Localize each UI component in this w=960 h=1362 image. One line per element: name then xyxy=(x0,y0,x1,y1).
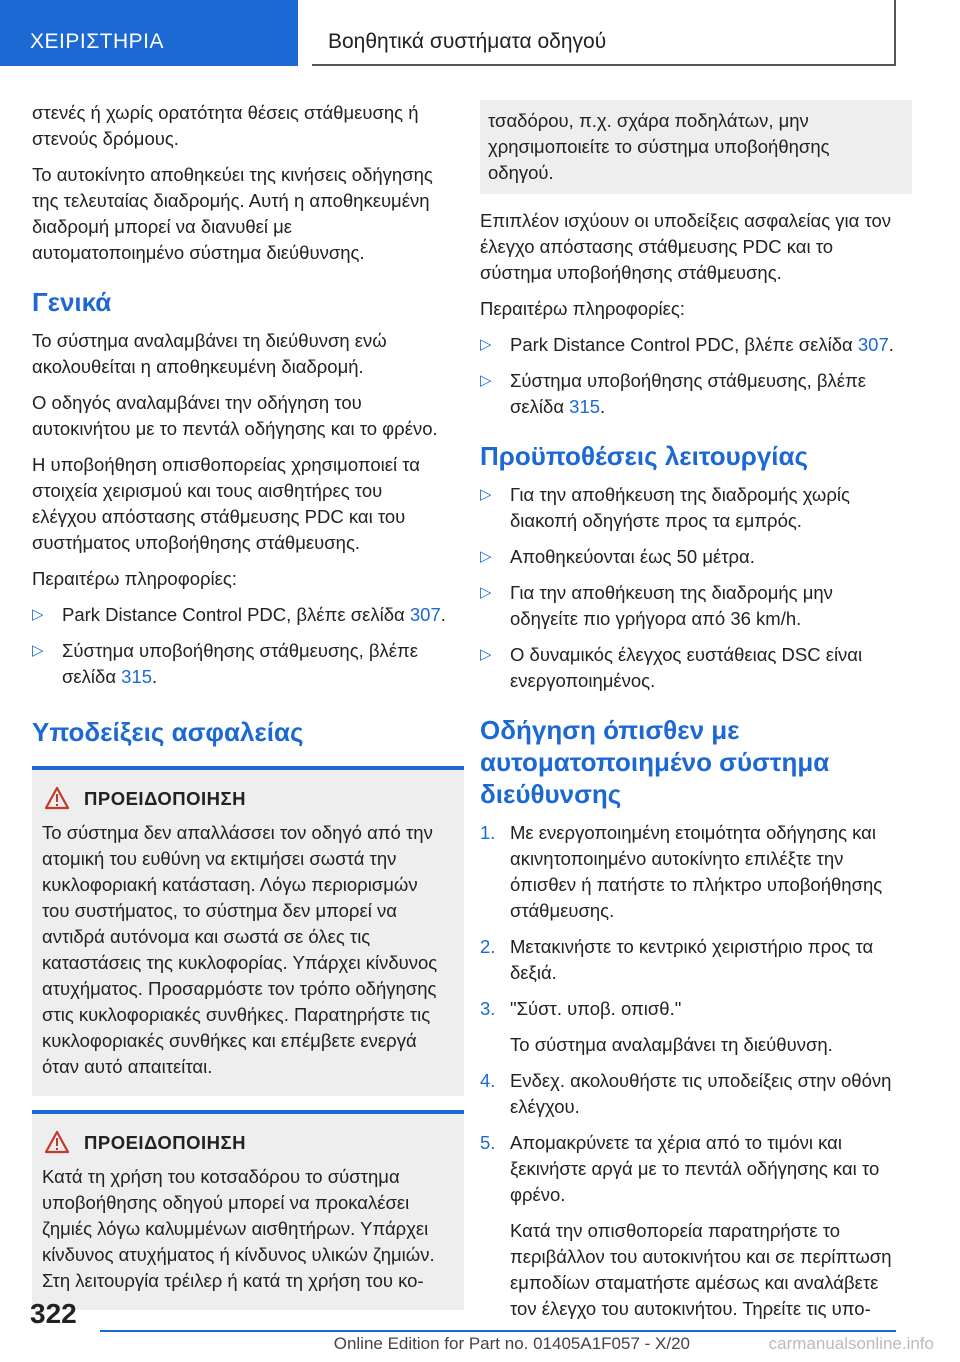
triangle-right-icon: ▷ xyxy=(480,486,492,503)
warning-text: Το σύστημα δεν απαλλάσσει τον οδηγό από την ατομική του ευθύνη να εκτιμήσει σωστά την κυκλοφοριακή κατάσταση. Λόγω περιορισμών του συστήματος, το σύστημα δεν μπορεί να αντιδρά αυτόνομα και σωστά σε όλες τις καταστάσεις της κυκλοφορίας. Υπάρχει κίνδυνος ατυχήματος. Προσαρμόστε τον τρόπο οδήγησης στις κυκλοφοριακές συνθήκες. Παρατηρήστε τις κυκλοφοριακές συνθήκες και επέμβετε ενεργά όταν αυτό απαιτείται. xyxy=(42,822,438,1077)
step-item xyxy=(480,934,896,986)
step-number: 1. xyxy=(480,822,496,843)
step-item xyxy=(480,1068,896,1120)
triangle-right-icon: ▷ xyxy=(480,372,492,389)
heading-safety: Υποδείξεις ασφαλείας xyxy=(32,717,304,747)
paragraph: Περαιτέρω πληροφορίες: xyxy=(32,568,237,589)
list-item-text: Park Distance Control PDC, βλέπε σελίδα xyxy=(510,334,858,355)
list-item: ▷ Σύστημα υποβοήθησης στάθμευσης, βλέπε σελίδα 315. xyxy=(32,640,419,687)
heading-reverse-driving: Οδήγηση όπισθεν με αυτοματοποιημένο σύστημα διεύθυνσης xyxy=(480,715,830,809)
left-column xyxy=(32,100,448,1324)
list-item-text: Αποθηκεύονται έως 50 μέτρα. xyxy=(510,546,755,567)
triangle-right-icon: ▷ xyxy=(32,642,44,659)
page-link[interactable]: 315 xyxy=(569,396,601,417)
paragraph: Το σύστημα αναλαμβάνει τη διεύθυνση ενώ ακολουθείται η αποθηκευμένη διαδρομή. xyxy=(32,330,387,377)
warning-text: τσαδόρου, π.χ. σχάρα ποδηλάτων, μην χρησιμοποιείτε το σύστημα υποβοήθησης οδηγού. xyxy=(488,110,830,183)
chapter-title: Βοηθητικά συστήματα οδηγού xyxy=(328,30,607,53)
warning-text: Κατά τη χρήση του κοτσαδόρου το σύστημα υποβοήθησης οδηγού μπορεί να προκαλέσει ζημιές λόγω καλυμμένων αισθητήρων. Υπάρχει κίνδυνος ατυχήματος ή κίνδυνος υλικών ζημιών. Στη λειτουργία τρέιλερ ή κατά τη χρήση του κο- xyxy=(42,1166,435,1291)
paragraph: στενές ή χωρίς ορατότητα θέσεις στάθμευσης ή στενούς δρόμους. xyxy=(32,102,419,149)
paragraph: Επιπλέον ισχύουν οι υποδείξεις ασφαλείας για τον έλεγχο απόστασης στάθμευσης PDC και το σύστημα υποβοήθησης στάθμευσης. xyxy=(480,210,892,283)
list-item-text: Σύστημα υποβοήθησης στάθμευσης, βλέπε σελίδα xyxy=(62,640,419,687)
step-result: Το σύστημα αναλαμβάνει τη διεύθυνση. xyxy=(510,1034,833,1055)
triangle-right-icon: ▷ xyxy=(480,548,492,565)
list-item: ▷ Park Distance Control PDC, βλέπε σελίδα 307. xyxy=(32,602,448,628)
step-item xyxy=(480,996,896,1022)
step-text: Ενδεχ. ακολουθήστε τις υποδείξεις στην οθόνη ελέγχου. xyxy=(510,1070,892,1117)
warning-box xyxy=(32,1110,464,1310)
warning-header xyxy=(34,786,450,814)
step-number: 2. xyxy=(480,936,496,957)
warning-title: ΠΡΟΕΙΔΟΠΟΙΗΣΗ xyxy=(84,788,246,809)
step-number: 5. xyxy=(480,1132,496,1153)
triangle-right-icon: ▷ xyxy=(480,336,492,353)
right-column xyxy=(480,100,896,1332)
list-item-text: Για την αποθήκευση της διαδρομής χωρίς διακοπή οδηγήστε προς τα εμπρός. xyxy=(510,484,850,531)
step-text: Απομακρύνετε τα χέρια από το τιμόνι και ξεκινήστε αργά με το πεντάλ οδήγησης και το φρένο. xyxy=(510,1132,880,1205)
heading-general: Γενικά xyxy=(32,287,112,317)
warning-box xyxy=(32,766,464,1096)
list-item-text: Για την αποθήκευση της διαδρομής μην οδηγείτε πιο γρήγορα από 36 km/h. xyxy=(510,582,833,629)
footer-divider xyxy=(100,1330,896,1332)
step-number: 4. xyxy=(480,1070,496,1091)
step-item xyxy=(480,820,896,924)
paragraph: Το αυτοκίνητο αποθηκεύει της κινήσεις οδήγησης της τελευταίας διαδρομής. Αυτή η αποθηκευμένη διαδρομή μπορεί να διανυθεί με αυτοματοποιημένο σύστημα διεύθυνσης. xyxy=(32,164,433,263)
heading-prerequisites: Προϋποθέσεις λειτουργίας xyxy=(480,441,809,471)
page-header xyxy=(0,0,960,66)
page-link[interactable]: 307 xyxy=(409,604,441,625)
page-number: 322 xyxy=(30,1298,77,1329)
warning-triangle-icon xyxy=(44,786,70,810)
step-text: "Σύστ. υποβ. οπισθ." xyxy=(510,998,682,1019)
list-item-text: Ο δυναμικός έλεγχος ευστάθειας DSC είναι ενεργοποιημένος. xyxy=(510,644,863,691)
paragraph: Περαιτέρω πληροφορίες: xyxy=(480,298,685,319)
list-item-text: Σύστημα υποβοήθησης στάθμευσης, βλέπε σελίδα xyxy=(510,370,867,417)
list-item xyxy=(480,580,896,632)
paragraph: Ο οδηγός αναλαμβάνει την οδήγηση του αυτοκινήτου με το πεντάλ οδήγησης και το φρένο. xyxy=(32,392,438,439)
section-tab xyxy=(0,0,298,66)
watermark: carmanualsonline.info xyxy=(768,1334,934,1353)
warning-triangle-icon xyxy=(44,1130,70,1154)
triangle-right-icon: ▷ xyxy=(480,646,492,663)
list-item xyxy=(480,642,896,694)
step-note: Κατά την οπισθοπορεία παρατηρήστε το περιβάλλον του αυτοκινήτου και σε περίπτωση εμποδίων σταματήστε αμέσως και αναλάβετε τον έλεγχο του αυτοκινήτου. Τηρείτε τις υπο- xyxy=(510,1220,892,1319)
list-item: ▷ Σύστημα υποβοήθησης στάθμευσης, βλέπε σελίδα 315. xyxy=(480,370,867,417)
paragraph: Η υποβοήθηση οπισθοπορείας χρησιμοποιεί τα στοιχεία χειρισμού και τους αισθητήρες του ελέγχου απόστασης στάθμευσης PDC και του συστήματος υποβοήθησης στάθμευσης. xyxy=(32,454,420,553)
warning-box-continued xyxy=(480,100,912,194)
chapter-tab xyxy=(312,0,896,66)
list-item xyxy=(480,544,896,570)
step-text: Με ενεργοποιημένη ετοιμότητα οδήγησης και ακινητοποιημένο αυτοκίνητο επιλέξτε την όπισθεν ή πατήστε το πλήκτρο υποβοήθησης στάθμευσης. xyxy=(510,822,883,921)
triangle-right-icon: ▷ xyxy=(480,584,492,601)
page-link[interactable]: 307 xyxy=(857,334,889,355)
step-item xyxy=(480,1130,896,1208)
edition-note: Online Edition for Part no. 01405A1F057 - X/20 xyxy=(333,1334,690,1353)
warning-title: ΠΡΟΕΙΔΟΠΟΙΗΣΗ xyxy=(84,1132,246,1153)
page-link[interactable]: 315 xyxy=(121,666,153,687)
list-item: ▷ Park Distance Control PDC, βλέπε σελίδα 307. xyxy=(480,332,896,358)
list-item-text: Park Distance Control PDC, βλέπε σελίδα xyxy=(62,604,410,625)
step-text: Μετακινήστε το κεντρικό χειριστήριο προς τα δεξιά. xyxy=(510,936,874,983)
step-number: 3. xyxy=(480,998,496,1019)
list-item xyxy=(480,482,896,534)
triangle-right-icon: ▷ xyxy=(32,606,44,623)
warning-header xyxy=(34,1130,450,1158)
section-title: ΧΕΙΡΙΣΤΗΡΙΑ xyxy=(30,30,165,53)
